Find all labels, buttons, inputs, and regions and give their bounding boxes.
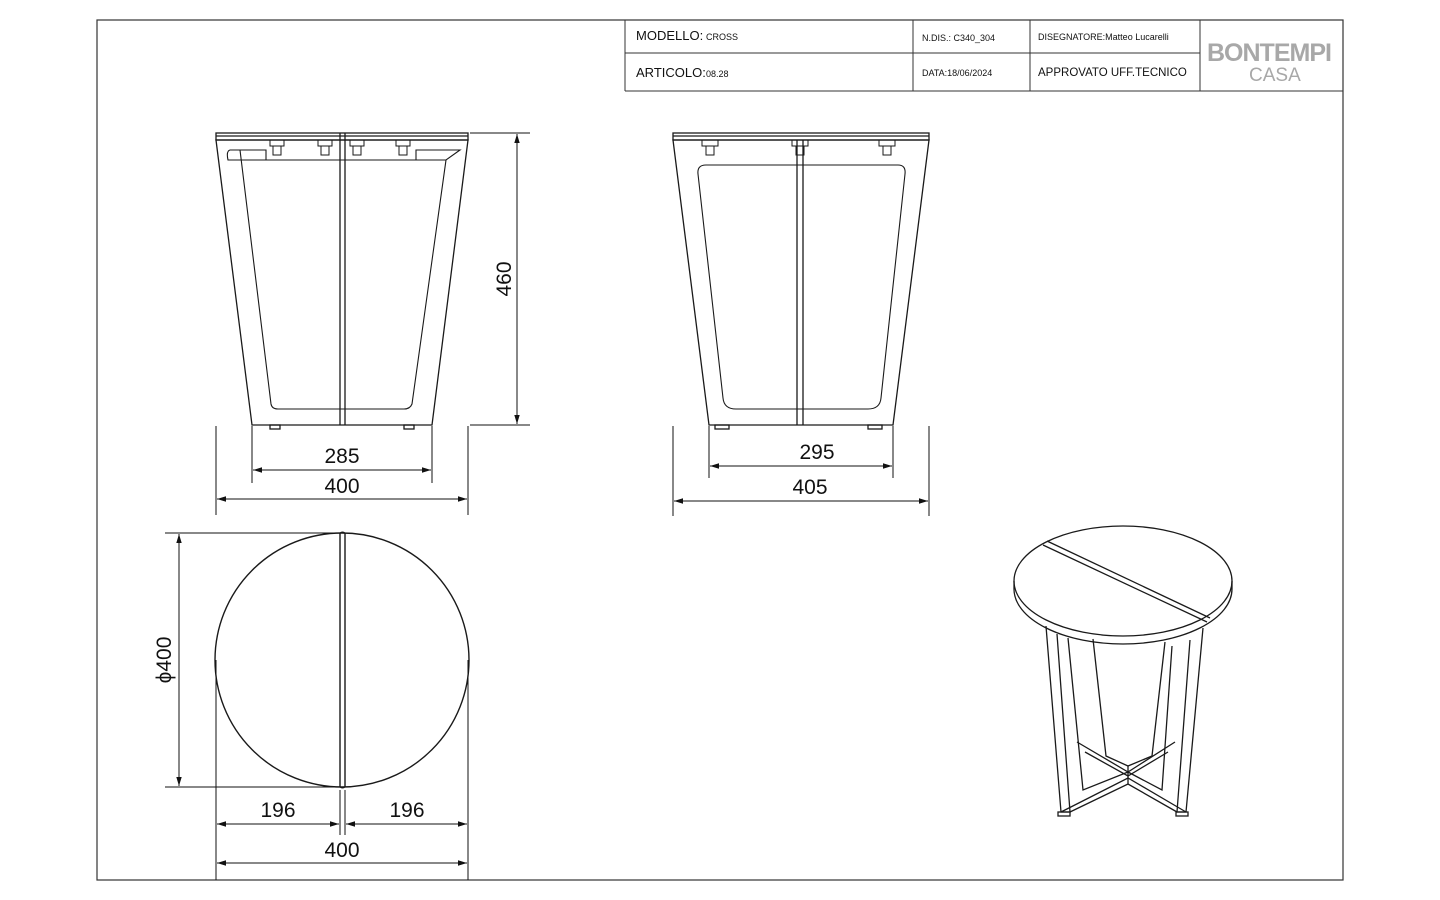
- top-dimensions: [165, 533, 468, 880]
- isometric-view: [1014, 526, 1232, 816]
- drawing-number: N.DIS.: C340_304: [922, 33, 996, 43]
- sheet-border: [97, 20, 1343, 880]
- top-view: [215, 532, 469, 788]
- top-total-width-label: 400: [324, 839, 360, 862]
- brand-logo-bottom: CASA: [1249, 65, 1301, 86]
- front-view: [216, 133, 468, 429]
- front-dimensions: [216, 133, 530, 515]
- side-inner-width-label: 295: [799, 441, 835, 464]
- front-inner-width-label: 285: [324, 445, 360, 468]
- modello-label: MODELLO:: [636, 28, 704, 43]
- modello-value: CROSS: [706, 32, 739, 42]
- top-left-half-label: 196: [260, 799, 296, 822]
- top-diameter-label: ϕ400: [153, 636, 176, 684]
- approval: APPROVATO UFF.TECNICO: [1038, 67, 1187, 79]
- articolo-value: 08.28: [706, 69, 729, 79]
- brand-logo-top: BONTEMPI: [1207, 39, 1331, 67]
- side-view: [673, 133, 929, 429]
- designer: DISEGNATORE:Matteo Lucarelli: [1038, 32, 1169, 42]
- top-right-half-label: 196: [389, 799, 425, 822]
- front-total-width-label: 400: [324, 475, 360, 498]
- side-total-width-label: 405: [792, 476, 828, 499]
- side-dimensions: [673, 426, 929, 516]
- front-height-label: 460: [493, 261, 516, 297]
- articolo-label: ARTICOLO:: [636, 65, 706, 80]
- drawing-date: DATA:18/06/2024: [922, 68, 993, 78]
